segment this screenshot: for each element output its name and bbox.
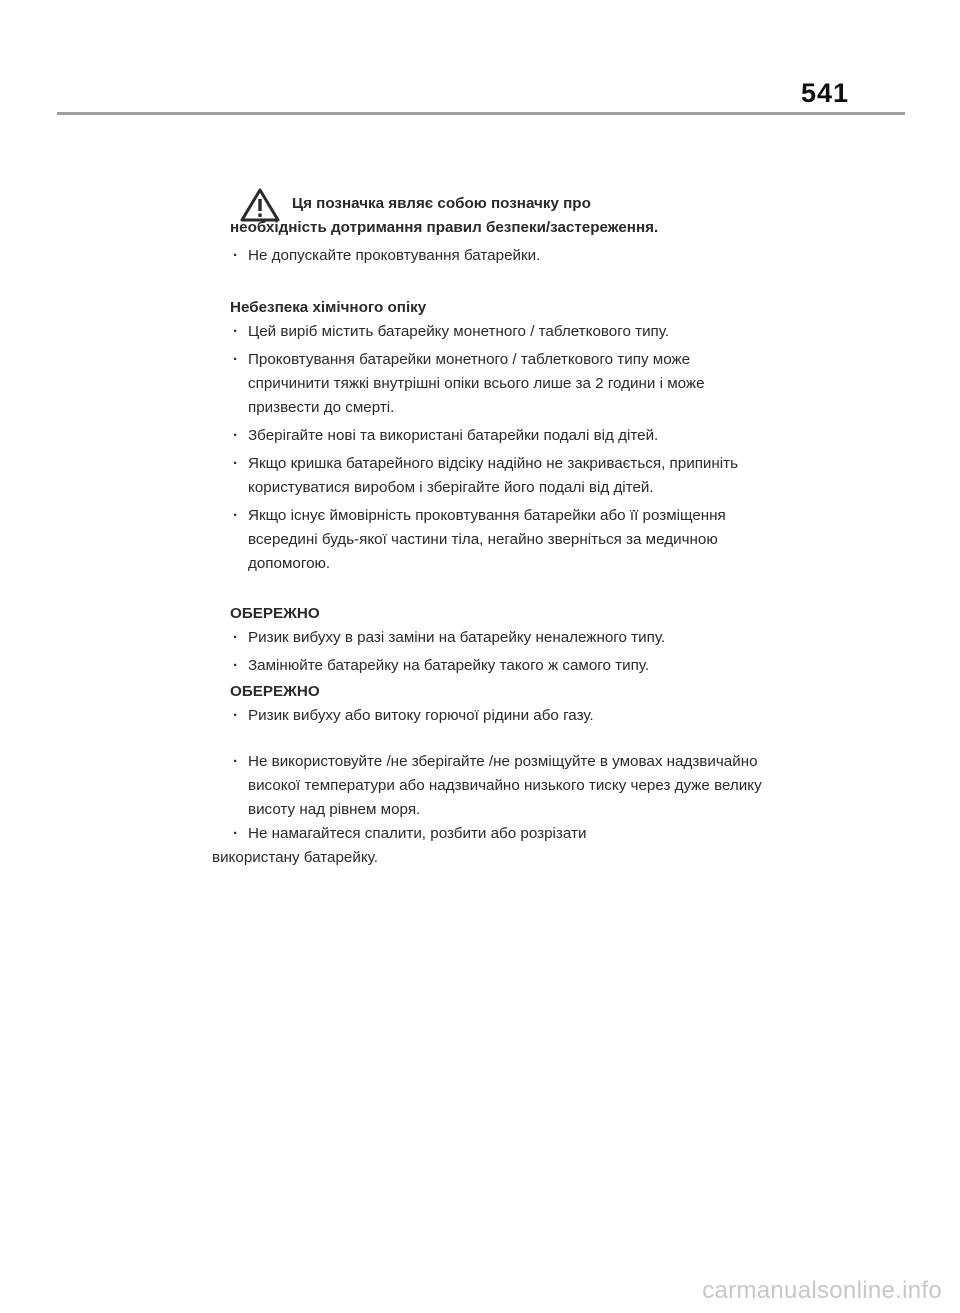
caution2-bullet-3: · Не намагайтеся спалити, розбити або розрізати — [230, 822, 770, 846]
chemical-bullet-2: · Проковтування батарейки монетного / таблеткового типу може спричинити тяжкі внутрішні опіки всього лише за 2 години і може призвести до смерті. — [230, 348, 770, 420]
warning-notice — [230, 186, 770, 240]
warning-bullet: · Не допускайте проковтування батарейки. — [230, 244, 770, 268]
chemical-bullet-5: · Якщо існує ймовірність проковтування батарейки або її розміщення всередині будь-якої частини тіла, негайно зверніться за медичною допомогою. — [230, 504, 770, 576]
caution1-bullet-1: · Ризик вибуху в разі заміни на батарейку неналежного типу. — [230, 626, 770, 650]
caution2-bullet-3-continued: використану батарейку. — [212, 849, 378, 866]
chemical-bullet-3: · Зберігайте нові та використані батарейки подалі від дітей. — [230, 424, 770, 448]
caution1-bullet-2: · Замінюйте батарейку на батарейку такого ж самого типу. — [230, 654, 770, 678]
caution-heading-1: ОБЕРЕЖНО — [230, 605, 320, 622]
caution2-bullet-1: · Ризик вибуху або витоку горючої рідини або газу. — [230, 704, 770, 728]
caution2-bullet-2: · Не використовуйте /не зберігайте /не розміщуйте в умовах надзвичайно високої температури або надзвичайно низького тиску через дуже велику висоту над рівнем моря. — [230, 750, 770, 822]
chemical-heading: Небезпека хімічного опіку — [230, 299, 427, 316]
chemical-bullet-4: · Якщо кришка батарейного відсіку надійно не закривається, припиніть користуватися виробом і зберігайте його подалі від дітей. — [230, 452, 770, 500]
warning-text-line2: необхідність дотримання правил безпеки/застереження. — [230, 219, 659, 236]
page-number: 541 — [800, 78, 850, 108]
warning-text-line1: Ця позначка являє собою позначку про — [292, 195, 591, 212]
watermark: carmanualsonline.info — [702, 1277, 942, 1304]
chemical-bullet-1: · Цей виріб містить батарейку монетного / таблеткового типу. — [230, 320, 770, 344]
warning-triangle-icon — [240, 188, 280, 222]
document-body — [212, 186, 770, 870]
header-rule — [57, 112, 905, 115]
caution-heading-2: ОБЕРЕЖНО — [230, 683, 320, 700]
